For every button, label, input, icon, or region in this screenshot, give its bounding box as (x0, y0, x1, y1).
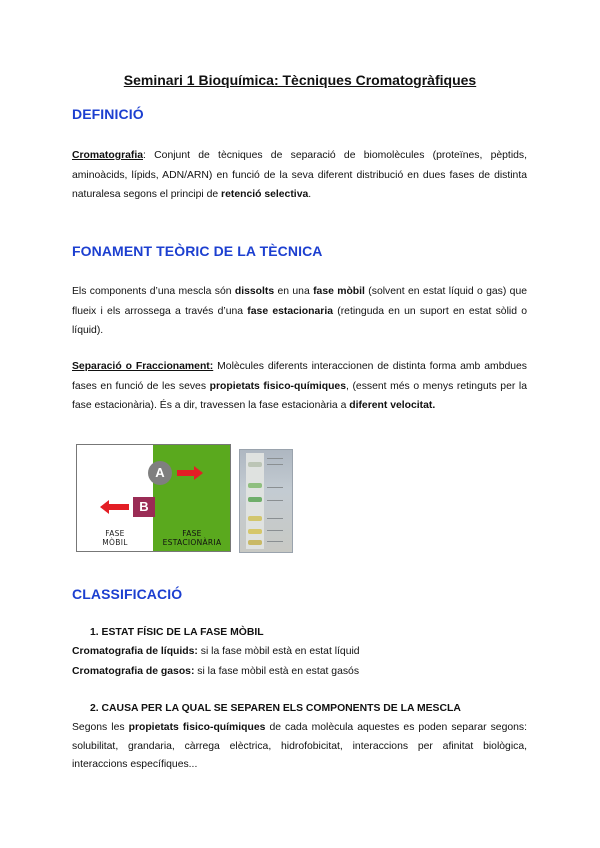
tlc-band (248, 529, 262, 534)
p2-t2: , (essent més o menys retinguts per la fase estacionària). És a dir, travessen la fase estacionària a (72, 380, 527, 411)
p1-b3: fase estacionaria (247, 305, 333, 317)
tlc-strip-image (239, 449, 293, 553)
gasos-text: si la fase mòbil està en estat gasós (194, 666, 360, 677)
heading-classificacio: CLASSIFICACIÓ (72, 586, 183, 602)
arrow-right-icon (177, 470, 195, 476)
tlc-tick (267, 530, 283, 531)
definicio-paragraph (72, 146, 527, 205)
item2-paragraph (72, 719, 527, 775)
p2-t1: Molècules diferents interaccionen de distinta forma amb ambdues fases en funció de les seves (72, 361, 528, 392)
tlc-tick (267, 464, 283, 465)
p1-t3: (solvent en estat líquid o gas) que flueix i els arrossega a través d’una (72, 286, 528, 317)
page-title: Seminari 1 Bioquímica: Tècniques Cromatogràfiques (123, 72, 477, 88)
heading-definicio: DEFINICIÓ (72, 106, 144, 122)
label-fase-mobil: FASE MÒBIL (102, 529, 128, 547)
p2-b2: diferent velocitat. (349, 400, 436, 411)
item2-b1: propietats fisico-químiques (128, 722, 266, 733)
heading-fonament: FONAMENT TEÒRIC DE LA TÈCNICA (72, 243, 323, 259)
liquids-text: si la fase mòbil està en estat líquid (197, 646, 360, 657)
item1-heading: 1. ESTAT FÍSIC DE LA FASE MÒBIL (90, 627, 264, 638)
tlc-tick (267, 458, 283, 459)
label-fase-estacionaria: FASE ESTACIONÀRIA (162, 529, 222, 547)
tlc-tick (267, 487, 283, 488)
tlc-band (248, 497, 262, 502)
p1-t2: en una (274, 286, 314, 297)
molecule-b-square: B (133, 497, 155, 517)
item2-t2: de cada molècula aquestes es poden separar segons: solubilitat, grandaria, càrrega elèctrica, hidrofobicitat, interaccions per afinitat biològica, interaccions específiques... (72, 722, 527, 770)
tlc-band (248, 462, 262, 467)
p2-b1: propietats fisico-químiques (209, 380, 346, 392)
tlc-tick (267, 518, 283, 519)
tlc-band (248, 483, 262, 488)
item1-line-liquids (72, 646, 360, 657)
gasos-bold: Cromatografia de gasos: (72, 666, 195, 677)
p1-b2: fase mòbil (313, 286, 365, 297)
p1-t4: (retinguda en un suport en estat sòlid o líquid). (72, 305, 528, 336)
fonament-paragraph-1 (72, 282, 527, 341)
p1-t1: Els components d’una mescla són (72, 286, 235, 297)
definicio-bold: retenció selectiva (221, 189, 309, 200)
molecule-a-circle: A (148, 461, 172, 485)
item2-heading: 2. CAUSA PER LA QUAL SE SEPAREN ELS COMPONENTS DE LA MESCLA (90, 703, 461, 714)
tlc-tick (267, 500, 283, 501)
tlc-band (248, 516, 262, 521)
liquids-bold: Cromatografia de líquids: (72, 646, 198, 657)
tlc-band (248, 540, 262, 545)
fonament-paragraph-2 (72, 357, 527, 416)
p1-b1: dissolts (234, 286, 275, 297)
term-separacio: Separació o Fraccionament: (72, 361, 214, 372)
definicio-text: : Conjunt de tècniques de separació de biomolècules (proteïnes, pèptids, aminoàcids, lípids, ADN/ARN) en funció de la seva diferent distribució en dues fases de distinta naturalesa segons el principi de (72, 150, 527, 200)
arrow-right-head (194, 466, 203, 480)
item1-line-gasos (72, 666, 359, 677)
arrow-left-icon (109, 504, 129, 510)
arrow-left-head (100, 500, 109, 514)
phase-diagram (76, 444, 231, 552)
tlc-tick (267, 541, 283, 542)
definicio-end: . (308, 189, 312, 200)
item2-t1: Segons les (72, 722, 129, 733)
term-cromatografia: Cromatografia (72, 150, 144, 161)
